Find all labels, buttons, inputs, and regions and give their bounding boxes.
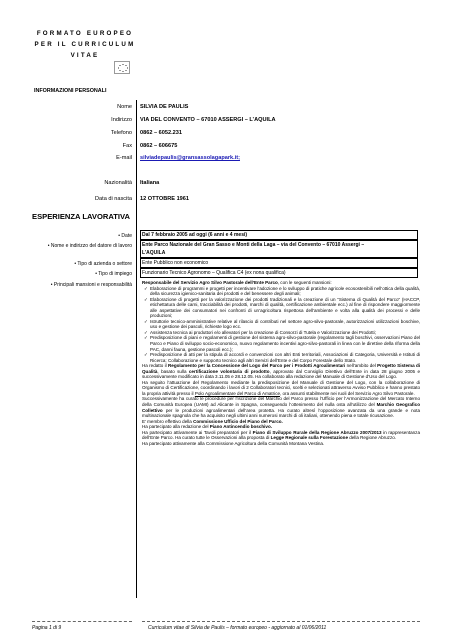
footer-divider-left (32, 621, 132, 622)
text-span: , approvato dal Consiglio Direttivo dell’Ente in data 28 giugno 2005 e successivamente modificato in data 3.11.05 e 28.12.05. Ha collaborato alla redazione del Manuale di Gestione d’Uso del Logo. (142, 368, 421, 380)
header-line-3: VITAE (70, 52, 100, 59)
text-underline: Polo Agroalimentare del Parco di Amatrice (194, 390, 280, 396)
check-icon: ✓ (144, 329, 148, 335)
duties-intro-rest: , con le seguenti mansioni: (277, 280, 332, 285)
label-date: • Date (118, 233, 132, 239)
section-title-experience: ESPERIENZA LAVORATIVA (32, 212, 131, 221)
label-employer: • Nome e indirizzo del datore di lavoro (47, 243, 132, 249)
footer-divider-right (142, 621, 420, 622)
duty-text: Elaborazione di progetti per la valorizzazione dei prodotti tradizionali e la creazione di un “Sistema di Qualità del Parco” (HACCP, etichettatura delle carni, tracciabilità dei prodotti, marchi di qualità, certificazione ambientale ecc.) al fine di rispondere maggiormente alle aspettative dei consumatori nei confronti di un’agricoltura rispettosa dell’ambiente e volta alla qualità dei processi e delle produzioni; (150, 296, 420, 319)
duty-text: Assistenza tecnica ai produttori e/o allevatori per la creazione di Consorzi di Tutela e Valorizzazione dei Prodotti; (150, 329, 376, 335)
check-icon: ✓ (144, 352, 148, 358)
value-indirizzo: VIA DEL CONVENTO – 67010 ASSERGI – L’AQUILA (140, 117, 276, 123)
label-nazionalita: Nazionalità (104, 180, 132, 186)
value-nome: SILVIA DE PAULIS (140, 104, 189, 110)
label-data-nascita: Data di nascita (94, 196, 132, 202)
text-span: nell’ambito del (345, 363, 378, 369)
paragraph-manuale (142, 380, 420, 397)
label-job: • Tipo di impiego (95, 271, 132, 277)
check-icon: ✓ (144, 285, 148, 291)
text-span: , ora assunti stabilmente nei ruoli del Servizio Agro Silvo Pastorale. (280, 390, 415, 396)
text-bold: Progetto Sistema di Qualità (142, 363, 420, 374)
text-span: , basato sulla (157, 368, 189, 374)
duty-text: Predisposizione di atti per la stipula di accordi e convenzioni con altri Enti territoriali, Associazioni di Categoria, Università e Istituti di Ricerca; Collaborazione e supporto tecnico agli altri Servizi dell’Ente e del Corpo Forestale dello Stato. (150, 352, 420, 363)
header-line-2: PER IL CURRICULUM (34, 41, 136, 48)
text-span: della Regione Abruzzo. (347, 435, 397, 441)
value-fax: 0862 – 606675 (140, 143, 178, 149)
duties-intro-bold: Responsabile del Servizio Agro Silvo Pastorale dell’Ente Parco (142, 280, 278, 285)
value-date: Dal 7 febbraio 2005 ad oggi (6 anni e 4 mesi) (142, 232, 248, 238)
text-bold: certificazione volontaria di prodotto (188, 368, 270, 374)
check-icon: ✓ (144, 335, 148, 341)
footer-page-number: Pagina 1 di 9 (32, 625, 62, 631)
duty-text: Elaborazione di programmi e progetti per incentivare l’adozione e lo sviluppo di pratiche agricole ecosostenibili nell’ottica della qualità, della sicurezza igienico-sanitaria dei prodotti e del benessere degli animali; (150, 285, 420, 297)
label-sector: • Tipo di azienda o settore (74, 261, 132, 267)
value-data-nascita: 12 OTTOBRE 1961 (140, 196, 190, 202)
duty-item (142, 335, 420, 352)
value-employer-1: Ente Parco Nazionale del Gran Sasso e Monti della Laga – via del Convento – 67010 Assergi – (142, 242, 365, 248)
label-email: E-mail (116, 155, 132, 161)
text-span: Successivamente ha curato le procedure per l’iscrizione del Marchio del Parco presso l’Ufficio per l’Armonizzazione del Mercato Interno della Comunità Europea (UAMI) ad Alicante in Spagna, conseguendo l’ottenimento del nulla osta all’utilizzo del (142, 396, 420, 408)
section-title-personal: INFORMAZIONI PERSONALI (34, 88, 107, 94)
value-job: Funzionario Tecnico Agronomo – Qualifica C4 (ex nona qualifica) (142, 270, 286, 276)
text-bold: Regolamento per la Concessione del Logo del Parco per i Prodotti Agroalimentari (168, 363, 346, 369)
duty-item (142, 297, 420, 319)
duties-text (142, 280, 420, 446)
text-span: per le produzioni agroalimentari dell’area protetta. Ha curato altresì l’opposizione avanzata da una grande e nota multinazionale spagnola che ha acquisito negli ultimi anni numerosi marchi di oli italiani, ottenendo piena e totale ricusazione. (142, 407, 420, 419)
duty-item (142, 286, 420, 297)
duty-item (142, 319, 420, 330)
paragraph-regolamento (142, 363, 420, 380)
label-duties: • Principali mansioni e responsabilità (50, 282, 132, 288)
text-span: E’ membro effettivo della (142, 418, 194, 424)
text-bold: Marchio Geografico Collettivo (142, 402, 420, 413)
value-nazionalita: Italiana (140, 180, 160, 186)
text-bold: Piano Antincendio boschivo. (209, 424, 272, 430)
duty-text: Predisposizione di piani e regolamenti di gestione del sistema agro-silvo-pastorale (regolamento tagli boschivi, osservazioni Piano del Parco e Piano di sviluppo socio-economico, nuovo regolamento incentivi agro-silvo-pastorali in linea con le direttive della riforma della PAC, danni fauna, gestione pascoli ecc.); (150, 335, 420, 352)
duty-item (142, 352, 420, 363)
label-indirizzo: Indirizzo (111, 117, 132, 123)
text-span: Ha seguito l’attuazione del Regolamento mediante la predisposizione del Manuale di Gestione del Logo, con la collaborazione di Organismo di Certificazione, coordinando i lavori di 2 Collaboratori tecnici, scelti e selezionati attraverso Avviso Pubblico e hanno prestato la propria attività presso il (142, 379, 420, 396)
paragraph-psr (142, 430, 420, 441)
label-telefono: Telefono (110, 130, 132, 136)
text-bold: Legge Regionale sulla Forestazione (270, 435, 348, 441)
paragraph-marchio (142, 396, 420, 418)
text-span: Ha redatto il (142, 363, 169, 369)
check-icon: ✓ (144, 318, 148, 324)
text-span: Ha partecipato alla redazione del (142, 424, 210, 430)
duty-text: Istruttorie tecnico-amministrative relative al rilascio di contributi nel settore agro-silvo-pastorale, autorizzazioni utilizzazioni boschive, uso e gestione dei pascoli, richieste logo ecc. (150, 318, 420, 330)
text-bold: Piano di Sviluppo Rurale della Regione Abruzzo 2007/2013 (252, 429, 382, 435)
text-span: Ha partecipato attivamente ai Tavoli preparatori per il (142, 429, 253, 435)
label-fax: Fax (122, 143, 132, 149)
email-link[interactable]: silviadepaulis@gransassolagapark.it; (140, 155, 240, 161)
value-telefono: 0862 – 6052.231 (140, 130, 182, 136)
text-bold: Commissione Ufficio del Piano del Parco. (193, 418, 283, 424)
text-span: in rappresentanza dell’Ente Parco. Ha curato tutte le Osservazioni alla proposta di (142, 429, 420, 441)
label-nome: Nome (117, 104, 132, 110)
header-line-1: FORMATO EUROPEO (36, 30, 134, 37)
value-sector: Ente Pubblico non economico (142, 260, 209, 266)
eu-flag-icon (114, 61, 130, 74)
column-divider (136, 100, 137, 598)
check-icon: ✓ (144, 296, 148, 302)
value-employer-2: L’AQUILA (142, 250, 166, 256)
cv-header (30, 28, 140, 61)
paragraph-comunita-montana: Ha partecipato attivamente alla Commissione Agricoltura della Comunità Montana Vestina. (142, 440, 325, 446)
footer-doc-info: Curriculum vitae di Silvia de Paulis – formato europeo - aggiornato al 01/06/2011 (148, 625, 327, 631)
